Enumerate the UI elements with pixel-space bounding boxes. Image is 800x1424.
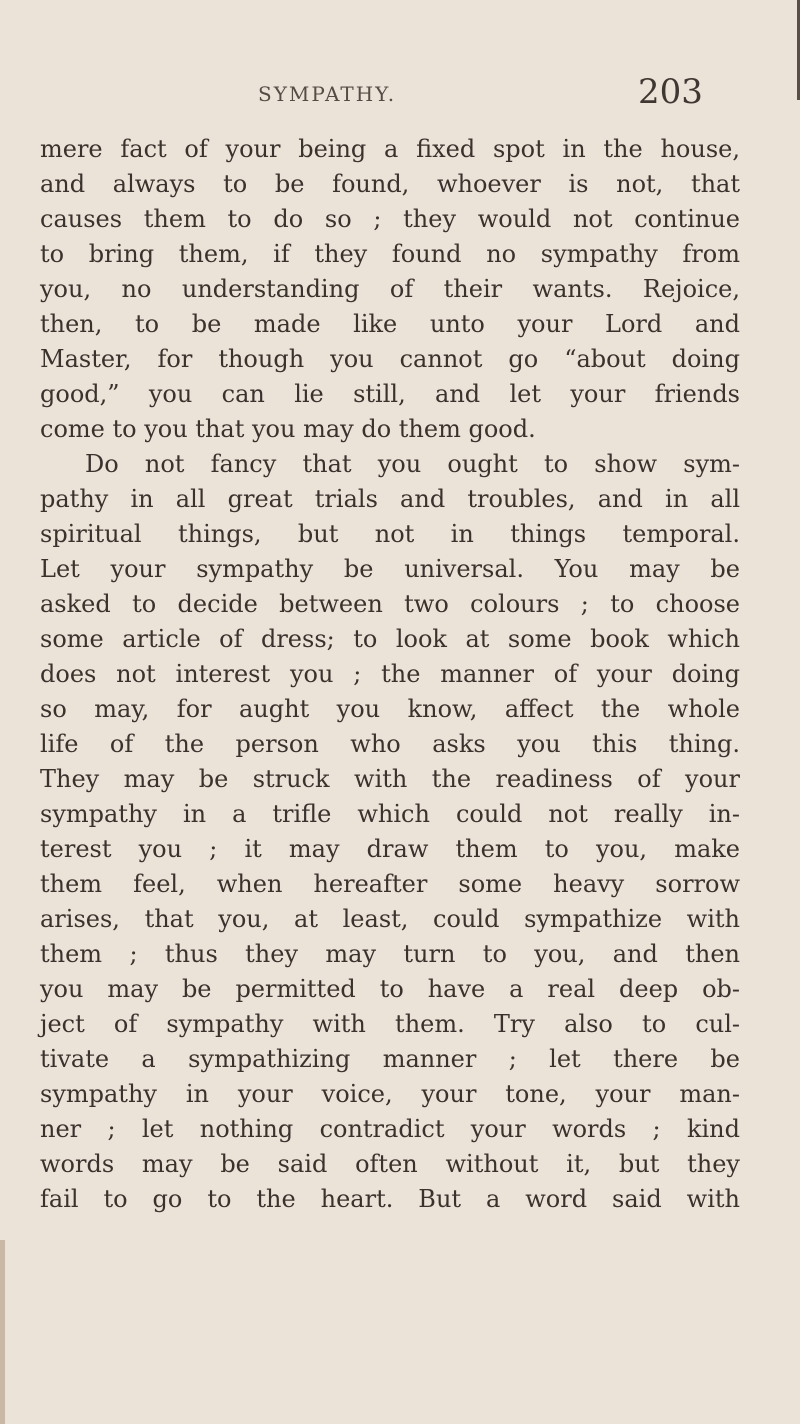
text-line: and always to be found, whoever is not, that	[40, 170, 740, 198]
text-line: to bring them, if they found no sympathy from	[40, 240, 740, 268]
page-number: 203	[638, 72, 703, 112]
text-line: good,” you can lie still, and let your friends	[40, 380, 740, 408]
text-line: arises, that you, at least, could sympathize with	[40, 905, 740, 933]
page-header	[0, 72, 800, 112]
text-line: pathy in all great trials and troubles, and in all	[40, 485, 740, 513]
text-line: sympathy in your voice, your tone, your man-	[40, 1080, 740, 1108]
text-line: causes them to do so ; they would not continue	[40, 205, 740, 233]
paragraph-start-line: Do not fancy that you ought to show sym-	[85, 450, 740, 478]
text-line: life of the person who asks you this thing.	[40, 730, 740, 758]
text-line: fail to go to the heart. But a word said with	[40, 1185, 740, 1213]
text-line: Master, for though you cannot go “about doing	[40, 345, 740, 373]
text-line: spiritual things, but not in things temporal.	[40, 520, 740, 548]
running-title: SYMPATHY.	[258, 82, 397, 106]
text-line: They may be struck with the readiness of your	[40, 765, 740, 793]
text-line: you, no understanding of their wants. Rejoice,	[40, 275, 740, 303]
text-line: so may, for aught you know, affect the whole	[40, 695, 740, 723]
text-line: sympathy in a trifle which could not really in-	[40, 800, 740, 828]
text-line: come to you that you may do them good.	[40, 415, 536, 443]
text-line: mere fact of your being a fixed spot in the house,	[40, 135, 740, 163]
text-line: you may be permitted to have a real deep ob-	[40, 975, 740, 1003]
text-line: ject of sympathy with them. Try also to cul-	[40, 1010, 740, 1038]
text-line: then, to be made like unto your Lord and	[40, 310, 740, 338]
text-line: words may be said often without it, but they	[40, 1150, 740, 1178]
text-line: asked to decide between two colours ; to choose	[40, 590, 740, 618]
text-line: some article of dress; to look at some book which	[40, 625, 740, 653]
text-line: them feel, when hereafter some heavy sorrow	[40, 870, 740, 898]
text-line: terest you ; it may draw them to you, make	[40, 835, 740, 863]
text-line: does not interest you ; the manner of your doing	[40, 660, 740, 688]
text-line: Let your sympathy be universal. You may be	[40, 555, 740, 583]
page-edge-shadow	[0, 1240, 5, 1424]
text-line: them ; thus they may turn to you, and then	[40, 940, 740, 968]
text-line: ner ; let nothing contradict your words ; kind	[40, 1115, 740, 1143]
text-line: tivate a sympathizing manner ; let there be	[40, 1045, 740, 1073]
